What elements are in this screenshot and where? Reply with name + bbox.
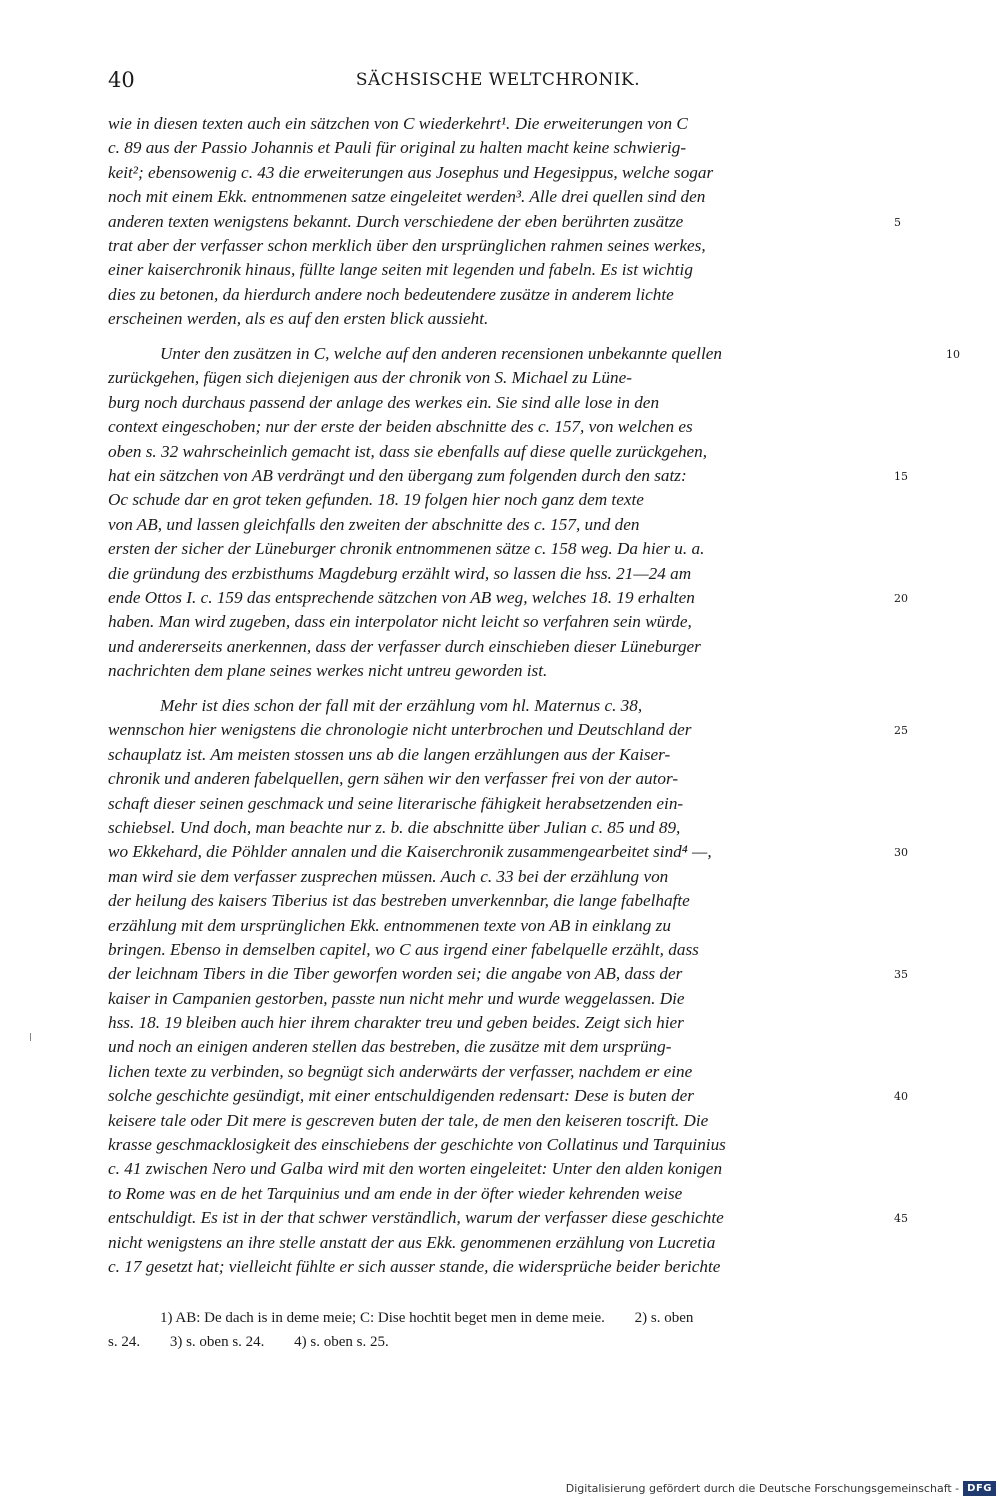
text-line [108,136,888,160]
text-line [108,1109,888,1133]
text-line-content: c. 17 gesetzt hat; vielleicht fühlte er sich ausser stande, die widersprüche beider berichte [108,1256,721,1276]
text-line-content: hat ein sätzchen von AB verdrängt und den übergang zum folgenden durch den satz: [108,465,687,485]
text-line [108,938,888,962]
text-line-content: bringen. Ebenso in demselben capitel, wo C aus irgend einer fabelquelle erzählt, dass [108,939,699,959]
text-line [108,307,888,331]
text-line-content: von AB, und lassen gleichfalls den zweiten der abschnitte des c. 157, und den [108,514,640,534]
text-line [108,258,888,282]
text-line [108,1011,888,1035]
text-line-content: zurückgehen, fügen sich diejenigen aus der chronik von S. Michael zu Lüne- [108,368,632,388]
text-line [108,586,908,610]
text-line [108,234,888,258]
text-line [108,161,888,185]
text-line-content: nicht wenigstens an ihre stelle anstatt der aus Ekk. genommenen erzählung von Lucretia [108,1232,716,1252]
margin-line-number: 30 [894,846,908,860]
text-line [108,185,888,209]
text-line-content: wo Ekkehard, die Pöhlder annalen und die Kaiserchronik zusammengearbeitet sind⁴ —, [108,842,712,862]
text-line [108,415,888,439]
page-header [108,68,888,98]
text-line [108,1035,888,1059]
text-line-content: noch mit einem Ekk. entnommenen satze eingeleitet werden³. Alle drei quellen sind den [108,187,706,207]
text-line [108,283,888,307]
margin-line-number: 10 [946,348,960,362]
text-line [108,635,888,659]
text-line-content: oben s. 32 wahrscheinlich gemacht ist, dass sie ebenfalls auf diese quelle zurückgehen, [108,441,708,461]
text-line-content: Oc schude dar en grot teken gefunden. 18. 19 folgen hier noch ganz dem texte [108,490,644,510]
text-line [108,865,888,889]
footnotes [108,1306,888,1354]
text-line [108,391,888,415]
footnote-4: 4) s. oben s. 25. [294,1334,389,1350]
text-line [108,743,888,767]
text-line [108,210,901,234]
text-line-content: to Rome was en de het Tarquinius und am ende in der öfter wieder kehrenden weise [108,1183,683,1203]
text-line-content: anderen texten wenigstens bekannt. Durch verschiedene der eben berührten zusätze [108,211,684,231]
page-number: 40 [108,68,135,92]
footnote-3: 3) s. oben s. 24. [169,1334,265,1350]
text-line-content: solche geschichte gesündigt, mit einer entschuldigenden redensart: Dese is buten der [108,1086,694,1106]
text-line-content: Unter den zusätzen in C, welche auf den anderen recensionen unbekannte quellen [160,344,722,364]
margin-line-number: 5 [894,215,901,229]
text-line [108,962,908,986]
text-line-content: entschuldigt. Es ist in der that schwer verständlich, warum der verfasser diese geschichte [108,1208,724,1228]
margin-line-number: 40 [894,1090,908,1104]
text-line [108,1182,888,1206]
text-line-content: wie in diesen texten auch ein sätzchen von C wiederkehrt¹. Die erweiterungen von C [108,114,688,133]
text-line [108,1206,908,1230]
text-line [108,816,888,840]
text-line [108,694,888,718]
text-line-content: dies zu betonen, da hierdurch andere noch bedeutendere zusätze in anderem lichte [108,284,674,304]
margin-line-number: 45 [894,1212,908,1226]
text-line [108,792,888,816]
text-line-content: context eingeschoben; nur der erste der beiden abschnitte des c. 157, von welchen es [108,417,693,437]
text-line [108,1133,888,1157]
text-line [108,537,888,561]
text-line-content: der heilung des kaisers Tiberius ist das bestreben unverkennbar, die lange fabelhafte [108,891,690,911]
text-line-content: schauplatz ist. Am meisten stossen uns ab die langen erzählungen aus der Kaiser- [108,744,671,764]
text-line-content: keit²; ebensowenig c. 43 die erweiterungen aus Josephus und Hegesippus, welche sogar [108,162,714,182]
text-line-content: Mehr ist dies schon der fall mit der erzählung vom hl. Maternus c. 38, [160,695,643,715]
text-line-content: haben. Man wird zugeben, dass ein interpolator nicht leicht so verfahren sein würde, [108,612,692,632]
text-line [108,562,888,586]
footnote-2-continued: s. 24. [108,1334,141,1350]
text-line [108,440,888,464]
margin-line-number: 35 [894,968,908,982]
text-line-content: c. 41 zwischen Nero und Galba wird mit den worten eingeleitet: Unter den alden konigen [108,1159,723,1179]
body-text [108,112,960,1279]
text-line [108,1084,908,1108]
text-line [108,1060,888,1084]
text-line-content: der leichnam Tibers in die Tiber geworfen worden sei; die angabe von AB, dass der [108,964,683,984]
text-line-content: wennschon hier wenigstens die chronologie nicht unterbrochen und Deutschland der [108,720,692,740]
text-line [108,488,888,512]
text-line [108,889,888,913]
text-line-content: lichen texte zu verbinden, so begnügt sich anderwärts der verfasser, nachdem er eine [108,1061,693,1081]
text-line-content: und andererseits anerkennen, dass der verfasser durch einschieben dieser Lüneburger [108,636,701,656]
text-line-content: ende Ottos I. c. 159 das entsprechende sätzchen von AB weg, welches 18. 19 erhalten [108,587,695,607]
text-line-content: man wird sie dem verfasser zusprechen müssen. Auch c. 33 bei der erzählung von [108,866,669,886]
footnote-line [108,1330,888,1354]
margin-line-number: 15 [894,469,908,483]
text-line-content: trat aber der verfasser schon merklich über den ursprünglichen rahmen seines werkes, [108,235,706,255]
text-line [108,610,888,634]
text-line [108,840,908,864]
text-line [108,366,888,390]
footnote-1: 1) AB: De dach is in deme meie; C: Dise hochtit beget men in deme meie. [160,1310,605,1326]
text-line-content: schaft dieser seinen geschmack und seine literarische fähigkeit herabsetzenden ein- [108,793,684,813]
text-line [108,659,888,683]
text-line-content: ersten der sicher der Lüneburger chronik entnommenen sätze c. 158 weg. Da hier u. a. [108,539,705,559]
text-line [108,987,888,1011]
text-line-content: einer kaiserchronik hinaus, füllte lange seiten mit legenden und fabeln. Es ist wichtig [108,260,693,280]
text-line [108,342,960,366]
text-line [108,112,888,136]
text-line [108,1231,888,1255]
text-line [108,767,888,791]
digitization-footer [566,1475,1000,1501]
text-line-content: burg noch durchaus passend der anlage des werkes ein. Sie sind alle lose in den [108,392,660,412]
text-line-content: chronik und anderen fabelquellen, gern sähen wir den verfasser frei von der autor- [108,769,679,789]
footer-credit: Digitalisierung gefördert durch die Deutsche Forschungsgemeinschaft - [565,1481,960,1495]
margin-line-number: 20 [894,591,908,605]
text-line-content: schiebsel. Und doch, man beachte nur z. b. die abschnitte über Julian c. 85 und 89, [108,817,681,837]
dfg-logo: DFG [963,1481,996,1496]
margin-mark [30,1033,31,1041]
text-line-content: nachrichten dem plane seines werkes nicht untreu geworden ist. [108,661,548,681]
text-line-content: krasse geschmacklosigkeit des einschiebens der geschichte von Collatinus und Tarquinius [108,1135,726,1155]
text-line-content: hss. 18. 19 bleiben auch hier ihrem charakter treu und geben beides. Zeigt sich hier [108,1013,684,1033]
text-line [108,914,888,938]
text-line [108,464,908,488]
text-line-content: keisere tale oder Dit mere is gescreven buten der tale, de men den keiseren toscrift. Die [108,1110,709,1130]
running-title: SÄCHSISCHE WELTCHRONIK. [355,70,641,90]
margin-line-number: 25 [894,724,908,738]
text-line-content: erscheinen werden, als es auf den ersten blick aussieht. [108,309,489,329]
footnote-2: 2) s. oben [634,1310,694,1326]
text-line [108,513,888,537]
text-line-content: kaiser in Campanien gestorben, passte nun nicht mehr und wurde weggelassen. Die [108,988,685,1008]
text-line-content: erzählung mit dem ursprünglichen Ekk. entnommenen texte von AB in einklang zu [108,915,671,935]
text-line-content: die gründung des erzbisthums Magdeburg erzählt wird, so lassen die hss. 21—24 am [108,563,692,583]
text-line-content: c. 89 aus der Passio Johannis et Pauli für original zu halten macht keine schwierig- [108,138,687,158]
text-line [108,1255,888,1279]
text-line [108,718,908,742]
footnote-line [108,1306,888,1330]
text-line [108,1157,888,1181]
text-line-content: und noch an einigen anderen stellen das bestreben, die zusätze mit dem ursprüng- [108,1037,672,1057]
